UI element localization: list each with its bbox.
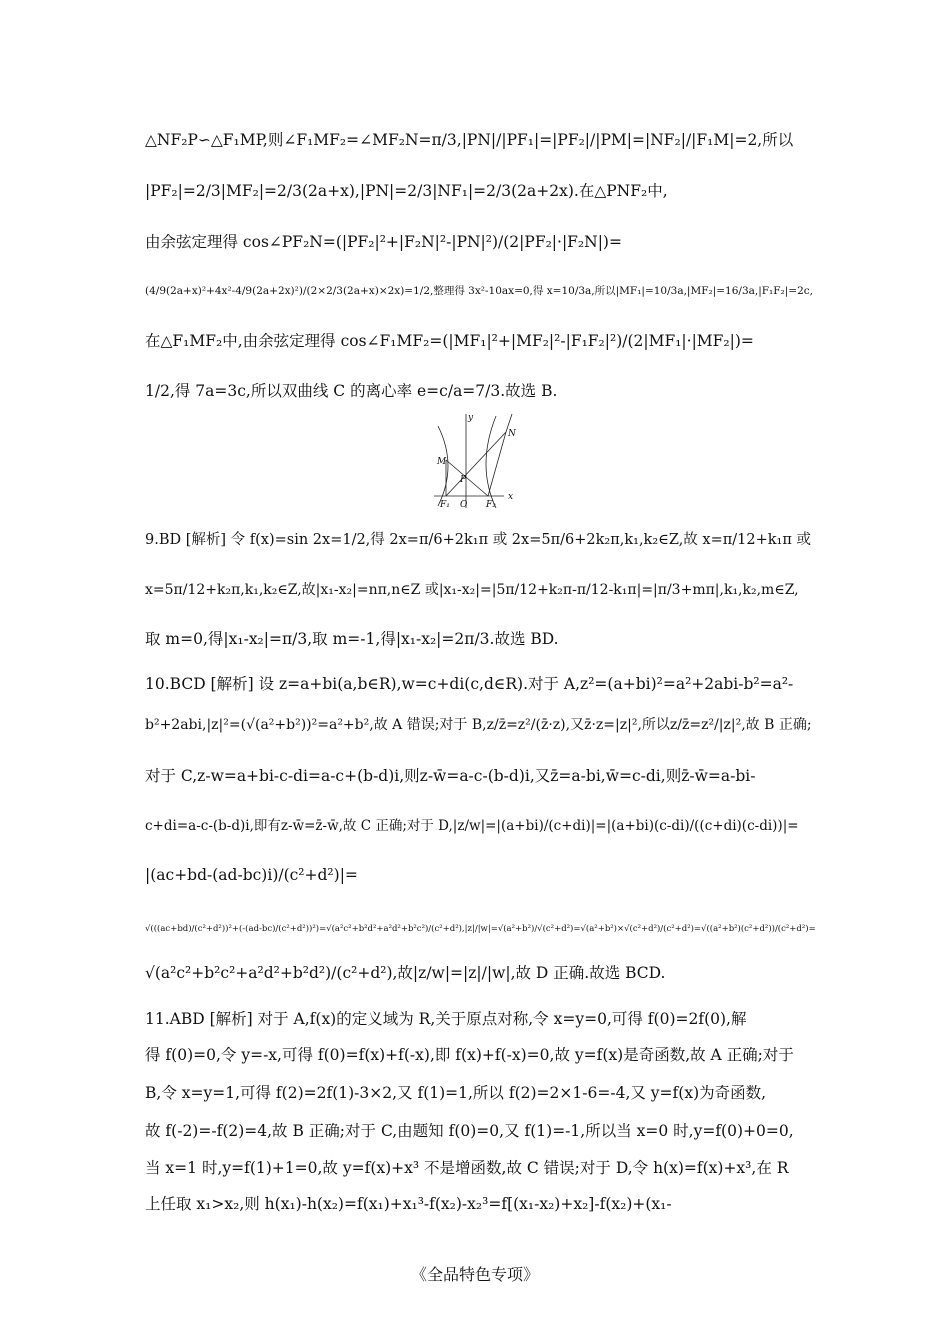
- text-line-21: 当 x=1 时,y=f(1)+1=0,故 y=f(x)+x³ 不是增函数,故 C 错误;对于 D,令 h(x)=f(x)+x³,在 R: [145, 1159, 789, 1177]
- text-line-16: √(a²c²+b²c²+a²d²+b²d²)/(c²+d²),故|z/w|=|z|/|w|,故 D 正确.故选 BCD.: [145, 964, 666, 982]
- label-f1: F₁: [440, 500, 450, 510]
- label-x: x: [508, 492, 514, 502]
- line-m-f2: [446, 460, 488, 496]
- text-line-9: 取 m=0,得|x₁-x₂|=π/3,取 m=-1,得|x₁-x₂|=2π/3.故选 BD.: [145, 630, 559, 648]
- label-n: N: [508, 429, 516, 439]
- text-line-5: 在△F₁MF₂中,由余弦定理得 cos∠F₁MF₂=(|MF₁|²+|MF₂|²-|F₁F₂|²)/(2|MF₁|·|MF₂|)=: [145, 332, 754, 350]
- text-line-18: 得 f(0)=0,令 y=-x,可得 f(0)=f(x)+f(-x),即 f(x)+f(-x)=0,故 y=f(x)是奇函数,故 A 正确;对于: [145, 1046, 794, 1064]
- hyperbola-figure: [428, 410, 528, 510]
- label-y: y: [468, 413, 474, 423]
- text-line-2: |PF₂|=2/3|MF₂|=2/3(2a+x),|PN|=2/3|NF₁|=2/3(2a+2x).在△PNF₂中,: [145, 182, 668, 200]
- text-line-4: (4/9(2a+x)²+4x²-4/9(2a+2x)²)/(2×2/3(2a+x)×2x)=1/2,整理得 3x²-10ax=0,得 x=10/3a,所以|MF₁|=10/3a,|MF₂|=16/3a,|F₁F₂|=2c,: [145, 285, 813, 297]
- text-line-12: 对于 C,z-w=a+bi-c-di=a-c+(b-d)i,则z-w̄=a-c-(b-d)i,又z̄=a-bi,w̄=c-di,则z̄-w̄=a-bi-: [145, 767, 756, 785]
- text-line-8: x=5π/12+k₂π,k₁,k₂∈Z,故|x₁-x₂|=nπ,n∈Z 或|x₁-x₂|=|5π/12+k₂π-π/12-k₁π|=|π/3+mπ|,k₁,k₂,m∈Z,: [145, 582, 799, 598]
- text-line-19: B,令 x=y=1,可得 f(2)=2f(1)-3×2,又 f(1)=1,所以 f(2)=2×1-6=-4,又 y=f(x)为奇函数,: [145, 1084, 767, 1102]
- right-branch: [486, 416, 496, 508]
- text-line-13: c+di=a-c-(b-d)i,即有z-w̄=z̄-w̄,故 C 正确;对于 D,|z/w|=|(a+bi)/(c+di)|=|(a+bi)(c-di)/((c+di)(c-di))|=: [145, 818, 799, 834]
- text-line-20: 故 f(-2)=-f(2)=4,故 B 正确;对于 C,由题知 f(0)=0,又 f(1)=-1,所以当 x=0 时,y=f(0)+0=0,: [145, 1122, 794, 1140]
- text-line-15: √(((ac+bd)/(c²+d²))²+(-(ad-bc)/(c²+d²))²)=√(a²c²+b²d²+a²d²+b²c²)/(c²+d²),|z|/|w|=√(a²+b²)/√(c²+d²)=√(a²+b²)×√(c²+d²)/(c²+d²)=√((a²+b²)(c²+d²))/(c²+d²)=: [145, 924, 816, 934]
- text-line-10: 10.BCD [解析] 设 z=a+bi(a,b∈R),w=c+di(c,d∈R).对于 A,z²=(a+bi)²=a²+2abi-b²=a²-: [145, 675, 794, 693]
- text-line-11: b²+2abi,|z|²=(√(a²+b²))²=a²+b²,故 A 错误;对于 B,z/z̄=z²/(z̄·z),又z̄·z=|z|²,所以z/z̄=z²/|z|²,故 B 正确;: [145, 717, 812, 733]
- text-line-1: △NF₂P∽△F₁MP,则∠F₁MF₂=∠MF₂N=π/3,|PN|/|PF₁|=|PF₂|/|PM|=|NF₂|/|F₁M|=2,所以: [145, 131, 794, 149]
- text-line-17: 11.ABD [解析] 对于 A,f(x)的定义域为 R,关于原点对称,令 x=y=0,可得 f(0)=2f(0),解: [145, 1010, 747, 1028]
- label-o: O: [460, 500, 468, 510]
- text-line-6: 1/2,得 7a=3c,所以双曲线 C 的离心率 e=c/a=7/3.故选 B.: [145, 382, 558, 400]
- text-line-3: 由余弦定理得 cos∠PF₂N=(|PF₂|²+|F₂N|²-|PN|²)/(2|PF₂|·|F₂N|)=: [145, 233, 622, 251]
- text-line-22: 上任取 x₁>x₂,则 h(x₁)-h(x₂)=f(x₁)+x₁³-f(x₂)-x₂³=f[(x₁-x₂)+x₂]-f(x₂)+(x₁-: [145, 1195, 672, 1213]
- text-line-7: 9.BD [解析] 令 f(x)=sin 2x=1/2,得 2x=π/6+2k₁π 或 2x=5π/6+2k₂π,k₁,k₂∈Z,故 x=π/12+k₁π 或: [145, 532, 812, 548]
- label-p: P: [460, 475, 467, 485]
- text-line-14: |(ac+bd-(ad-bc)i)/(c²+d²)|=: [145, 866, 358, 884]
- label-f2: F₂: [486, 500, 496, 510]
- page-footer: 《全品特色专项》: [410, 1265, 539, 1284]
- label-m: M: [437, 457, 447, 467]
